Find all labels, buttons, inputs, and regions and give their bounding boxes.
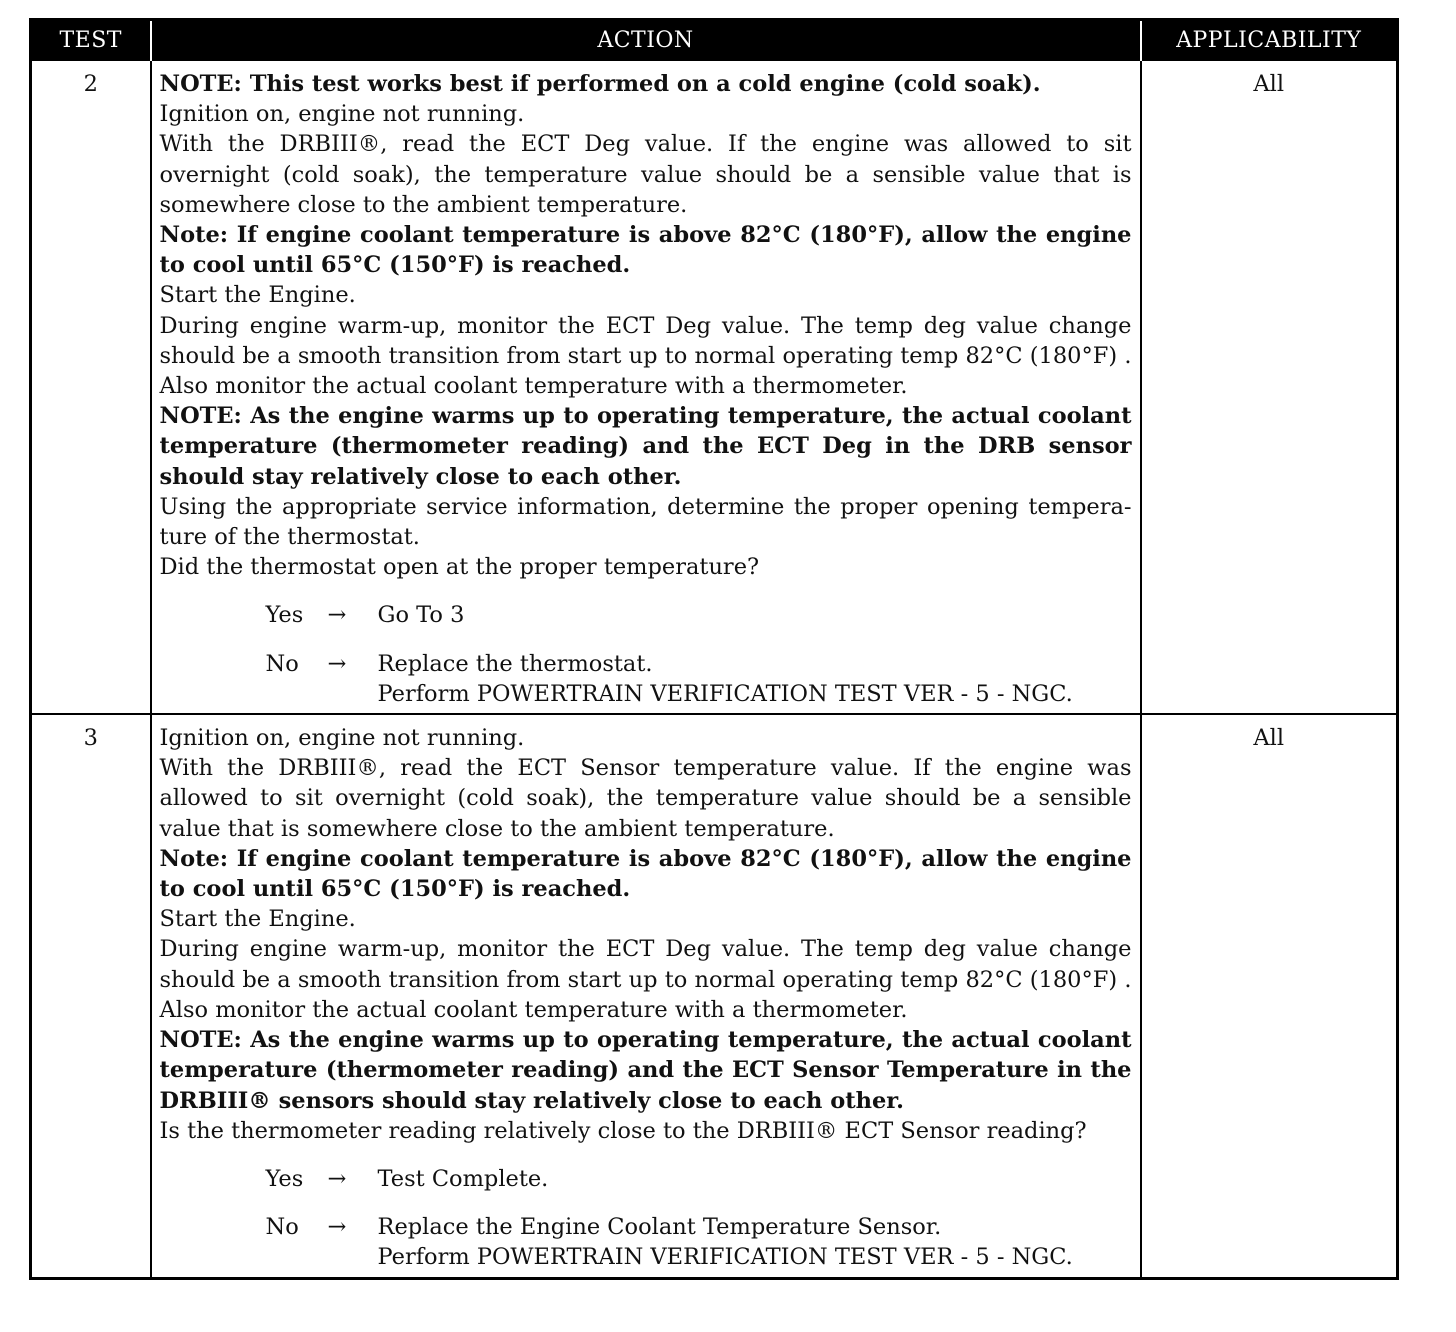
test-number: 2 <box>31 60 151 714</box>
action-step: Start the Engine. <box>159 906 356 933</box>
yes-result <box>378 600 1132 630</box>
action-step: Start the Engine. <box>159 282 356 309</box>
header-test: TEST <box>31 20 151 61</box>
no-outcome <box>266 1212 1132 1272</box>
action-step: During engine warm-up, monitor the ECT Deg value. The temp deg value change should be a smooth transition from start up to normal operating temp 82°C (180°F) . Also monitor the actual coolant temperature with a thermometer. <box>159 312 1132 400</box>
yes-result-line: Go To 3 <box>377 602 465 629</box>
action-note: Note: If engine coolant temperature is above 82°C (180°F), allow the engine to cool until 65°C (150°F) is reached. <box>159 845 1132 903</box>
applicability-cell: All <box>1141 60 1398 714</box>
action-cell <box>151 714 1141 1278</box>
action-step: Is the thermometer reading relatively close to the DRBIII® ECT Sensor reading? <box>159 1117 1087 1144</box>
test-row-2 <box>31 60 1398 714</box>
action-note: Note: If engine coolant temperature is above 82°C (180°F), allow the engine to cool until 65°C (150°F) is reached. <box>159 222 1132 279</box>
no-label: No <box>265 1214 299 1241</box>
header-row <box>31 20 1398 61</box>
header-applicability: APPLICABILITY <box>1141 20 1398 61</box>
yes-label: Yes <box>265 602 304 629</box>
no-result-line: Perform POWERTRAIN VERIFICATION TEST VER - 5 - NGC. <box>377 680 1073 707</box>
yes-outcome <box>266 1164 1132 1194</box>
action-step: Ignition on, engine not running. <box>159 101 525 128</box>
yes-result-line: Test Complete. <box>377 1165 549 1192</box>
action-step: With the DRBIII®, read the ECT Deg value. If the engine was allowed to sit overnight (cold soak), the temperature value should be a sensible value that is somewhere close to the ambient temperature. <box>159 131 1132 218</box>
action-note: NOTE: As the engine warms up to operating temperature, the actual coolant temperature (thermometer reading) and the ECT Deg in the DRB sensor should stay relatively close to each other. <box>159 403 1132 490</box>
no-result <box>378 1212 1132 1272</box>
action-cell <box>151 60 1141 714</box>
action-step: Ignition on, engine not running. <box>159 725 525 752</box>
diagnostic-table <box>29 18 1399 1280</box>
action-step: Did the thermostat open at the proper temperature? <box>159 554 760 581</box>
action-note: NOTE: This test works best if performed on a cold engine (cold soak). <box>159 71 1041 97</box>
diagnostic-test-sheet <box>29 18 1396 1280</box>
action-step: During engine warm-up, monitor the ECT Deg value. The temp deg value change should be a smooth transition from start up to normal operating temp 82°C (180°F) . Also monitor the actual coolant temperature with a thermometer. <box>159 936 1132 1023</box>
applicability-cell: All <box>1141 714 1398 1278</box>
yes-label: Yes <box>265 1165 304 1192</box>
test-row-3 <box>31 714 1398 1278</box>
action-step: With the DRBIII®, read the ECT Sensor temperature value. If the engine was allowed to sit overnight (cold soak), the temperature value should be a sensible value that is somewhere close to the ambient temperature. <box>159 755 1132 842</box>
no-result-line: Replace the Engine Coolant Temperature Sensor. <box>377 1214 942 1241</box>
arrow-icon: → <box>327 1165 347 1192</box>
no-result-line: Replace the thermostat. <box>377 650 653 677</box>
header-action: ACTION <box>151 20 1141 61</box>
action-note: NOTE: As the engine warms up to operating temperature, the actual coolant temperature (thermometer reading) and the ECT Sensor Temperature in the DRBIII® sensors should stay relatively close to each other. <box>159 1027 1132 1114</box>
yes-result <box>378 1164 1132 1194</box>
arrow-icon: → <box>327 1214 347 1241</box>
test-number: 3 <box>31 714 151 1278</box>
yes-outcome <box>266 600 1132 630</box>
arrow-icon: → <box>327 650 347 677</box>
no-result <box>378 649 1132 709</box>
no-result-line: Perform POWERTRAIN VERIFICATION TEST VER - 5 - NGC. <box>377 1244 1073 1271</box>
action-step: Using the appropriate service information, determine the proper opening tempera-ture of the thermostat. <box>159 493 1132 551</box>
no-label: No <box>265 650 299 677</box>
arrow-icon: → <box>327 602 347 629</box>
no-outcome <box>266 649 1132 709</box>
